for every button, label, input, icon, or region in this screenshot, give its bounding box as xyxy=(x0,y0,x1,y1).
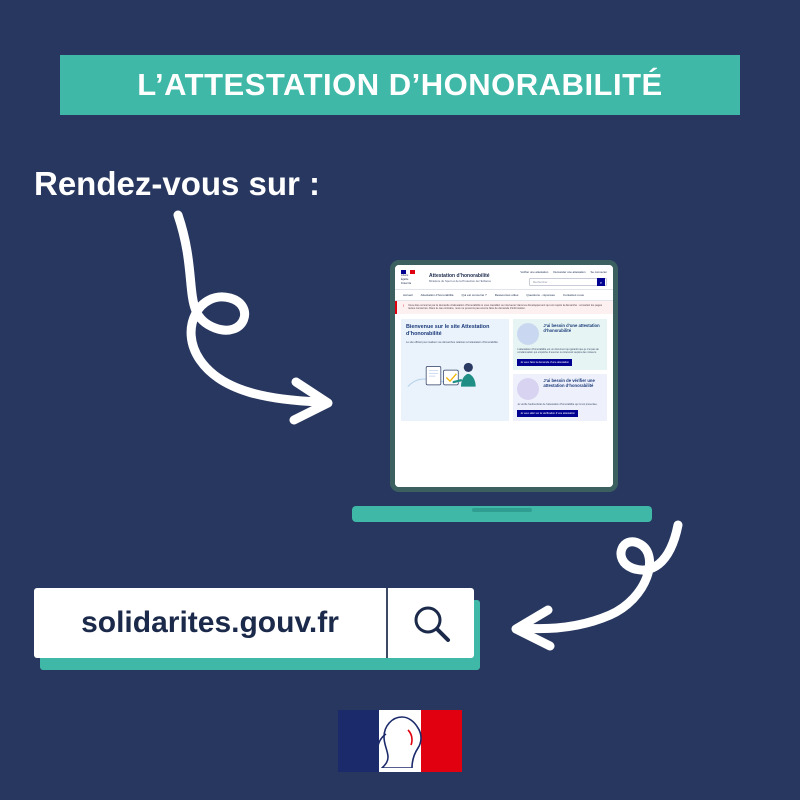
nav-item-resources[interactable]: Ressources utiles xyxy=(494,293,519,297)
site-main xyxy=(395,314,613,426)
curly-arrow-bottom-icon xyxy=(500,520,690,670)
marianne-motto-1: Liberté xyxy=(401,274,409,278)
site-brand-subtitle: Ministère du Sport et de la Protection de l'Enfance xyxy=(429,279,492,283)
nav-item-home[interactable]: Accueil xyxy=(403,293,413,297)
nav-item-faq[interactable]: Questions - réponses xyxy=(526,293,555,297)
warning-icon: ! xyxy=(403,303,405,308)
card-text: L’attestation d’honorabilité est un document qui garantit que je n’ai pas de condamnation qui empêche d’exercer ou intervenir auprès des mineurs. xyxy=(517,347,599,355)
nav-item-who[interactable]: Qui est concerné ? xyxy=(461,293,487,297)
header-links xyxy=(520,270,607,286)
card-text: Je vérifie l’authenticité de l’attestation d’honorabilité qui m’est présentée. xyxy=(517,402,598,406)
action-cards xyxy=(513,319,607,421)
marianne-logo xyxy=(401,270,423,285)
avatar xyxy=(517,323,539,345)
nav-item-attestation[interactable]: Attestation d’honorabilité xyxy=(420,293,454,297)
laptop-base xyxy=(352,506,652,522)
welcome-panel xyxy=(401,319,509,421)
site-nav xyxy=(395,289,613,301)
card-title: J’ai besoin d’une attestation d’honorabilité xyxy=(543,322,600,334)
alert-text: Vous êtes concerné par la demande d’attestation d’honorabilité si vous travaillez ou intervenez dans les développement qui ont repéré la démarche : consultez les pages textes concernés. Dans le cas contraire, nous ne pouvons pas encore faire de demande d’information. xyxy=(408,304,603,311)
alert-banner xyxy=(395,301,613,314)
avatar xyxy=(517,378,539,400)
header-link-verify[interactable]: Vérifier une attestation xyxy=(520,270,549,274)
search-placeholder: Rechercher xyxy=(533,280,548,284)
title-banner xyxy=(60,55,740,115)
card-button[interactable]: Je veux faire la demande d’une attestation xyxy=(517,359,572,366)
url-divider xyxy=(386,588,388,658)
laptop-illustration xyxy=(352,260,652,522)
url-search-bar[interactable] xyxy=(34,588,474,658)
marianne-face-icon xyxy=(372,714,428,768)
welcome-title: Bienvenue sur le site Attestation d’honorabilité xyxy=(406,323,490,337)
site-brand-title: Attestation d’honorabilité xyxy=(429,273,490,279)
laptop-screen xyxy=(390,260,618,492)
search-icon[interactable]: ⌕ xyxy=(597,278,605,286)
url-text: solidarites.gouv.fr xyxy=(81,606,339,639)
search-input[interactable] xyxy=(529,278,607,286)
card-title: J’ai besoin de vérifier une attestation d’honorabilité xyxy=(543,377,595,389)
header-link-request[interactable]: Demander une attestation xyxy=(553,270,586,274)
curly-arrow-top-icon xyxy=(160,210,370,450)
card-request-attestation[interactable] xyxy=(513,319,607,370)
site-brand[interactable] xyxy=(429,273,491,283)
subheading: Rendez-vous sur : xyxy=(34,165,321,202)
site-header xyxy=(395,265,613,289)
welcome-illustration xyxy=(406,350,498,394)
magnifier-icon[interactable] xyxy=(388,601,474,645)
header-link-login[interactable]: Se connecter xyxy=(590,270,607,274)
marianne-motto-3: Fraternité xyxy=(401,281,412,285)
card-verify-attestation[interactable] xyxy=(513,374,607,421)
card-button[interactable]: Je veux aller sur la vérification d’une attestation xyxy=(517,410,578,417)
welcome-text: Le site officiel pour réaliser vos démarches relatives à l’attestation d’honorabilité. xyxy=(406,340,499,344)
nav-item-contact[interactable]: Contactez-nous xyxy=(562,293,584,297)
marianne-motto-2: Égalité xyxy=(401,278,409,282)
french-republic-flag-logo xyxy=(338,710,462,772)
page-title: L’ATTESTATION D’HONORABILITÉ xyxy=(137,67,663,102)
